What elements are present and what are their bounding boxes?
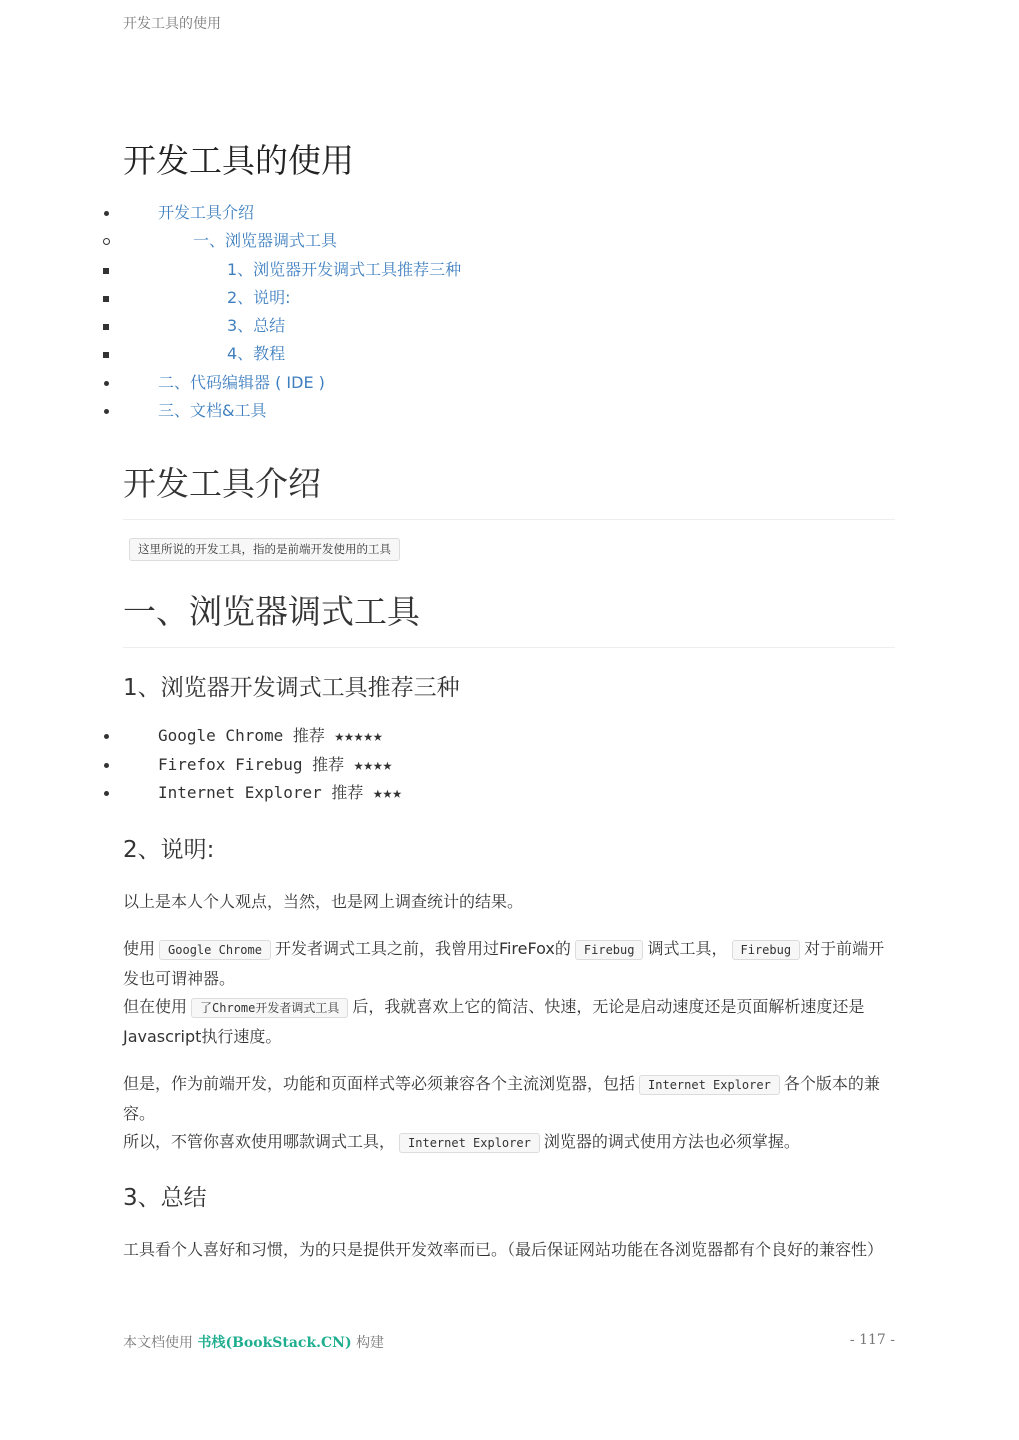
toc-item[interactable]: [123, 312, 895, 340]
text-run: 但是，作为前端开发，功能和页面样式等必须兼容各个主流浏览器，包括: [123, 1074, 636, 1094]
subheading-recommend: 1、浏览器开发调式工具推荐三种: [123, 675, 460, 702]
subheading-explain: 2、说明:: [123, 836, 215, 863]
inline-code: Firebug: [575, 940, 644, 960]
paragraph: 以上是本人个人观点，当然，也是网上调查统计的结果。: [123, 891, 524, 911]
toc-link-summary[interactable]: 3、总结: [227, 316, 286, 336]
toc-link-explain[interactable]: 2、说明:: [227, 287, 291, 307]
document-body: [123, 140, 895, 1264]
table-of-contents: [123, 199, 895, 425]
text-run: 浏览器的调式使用方法也必须掌握。: [543, 1132, 800, 1152]
toc-link-browser-tools[interactable]: 一、浏览器调式工具: [193, 231, 338, 251]
text-run: 对于前端开发也可谓神器。: [123, 939, 885, 988]
subheading-summary: 3、总结: [123, 1184, 207, 1211]
inline-code: Google Chrome: [159, 940, 271, 960]
toc-item[interactable]: [123, 369, 895, 397]
text-run: 各个版本的兼容。: [123, 1074, 880, 1123]
text-run: 但在使用: [123, 997, 188, 1017]
list-item: Internet Explorer 推荐 ★★★: [123, 779, 895, 808]
intro-note-badge: 这里所说的开发工具，指的是前端开发使用的工具: [129, 538, 400, 561]
running-header: 开发工具的使用: [123, 16, 221, 32]
section-heading-browser-tools: 一、浏览器调式工具: [123, 592, 420, 632]
inline-code: Internet Explorer: [399, 1133, 540, 1153]
toc-link-docs-tools[interactable]: 三、文档&工具: [158, 401, 267, 421]
inline-code: Firebug: [732, 940, 801, 960]
section-heading-intro: 开发工具介绍: [123, 464, 321, 504]
inline-code: 了Chrome开发者调式工具: [191, 998, 348, 1018]
toc-item[interactable]: [123, 397, 895, 425]
toc-item[interactable]: [123, 256, 895, 284]
paragraph: [123, 1070, 895, 1158]
toc-item[interactable]: [123, 227, 895, 255]
footer-credit: [123, 1332, 384, 1352]
toc-item[interactable]: [123, 340, 895, 368]
page-number: - 117 -: [849, 1332, 895, 1348]
divider: [123, 519, 895, 520]
page-title: 开发工具的使用: [123, 141, 354, 180]
list-item: Google Chrome 推荐 ★★★★★: [123, 722, 895, 751]
text-run: 开发者调式工具之前，我曾用过FireFox的: [274, 939, 571, 959]
browser-recommend-list: [123, 722, 895, 808]
text-run: 调式工具，: [647, 939, 728, 959]
text-run: 所以，不管你喜欢使用哪款调式工具，: [123, 1132, 396, 1152]
toc-item[interactable]: [123, 284, 895, 312]
footer-prefix: 本文档使用: [123, 1335, 193, 1351]
toc-link-intro[interactable]: 开发工具介绍: [158, 203, 255, 222]
paragraph: 工具看个人喜好和习惯，为的只是提供开发效率而已。（最后保证网站功能在各浏览器都有个良好的兼容性）: [123, 1239, 884, 1259]
toc-link-ide[interactable]: 二、代码编辑器 ( IDE ): [158, 372, 325, 392]
toc-link-tutorial[interactable]: 4、教程: [227, 344, 286, 364]
text-run: 使用: [123, 939, 156, 959]
list-item: Firefox Firebug 推荐 ★★★★: [123, 751, 895, 780]
paragraph: [123, 935, 895, 1051]
toc-link-recommend[interactable]: 1、浏览器开发调式工具推荐三种: [227, 259, 462, 279]
footer-brand-link[interactable]: 书栈(BookStack.CN): [197, 1335, 352, 1351]
toc-item[interactable]: [123, 199, 895, 227]
inline-code: Internet Explorer: [639, 1075, 780, 1095]
text-run: 后，我就喜欢上它的简洁、快速，无论是启动速度还是页面解析速度还是Javascript执行速度。: [123, 997, 865, 1046]
divider: [123, 647, 895, 648]
footer-suffix: 构建: [356, 1335, 385, 1351]
